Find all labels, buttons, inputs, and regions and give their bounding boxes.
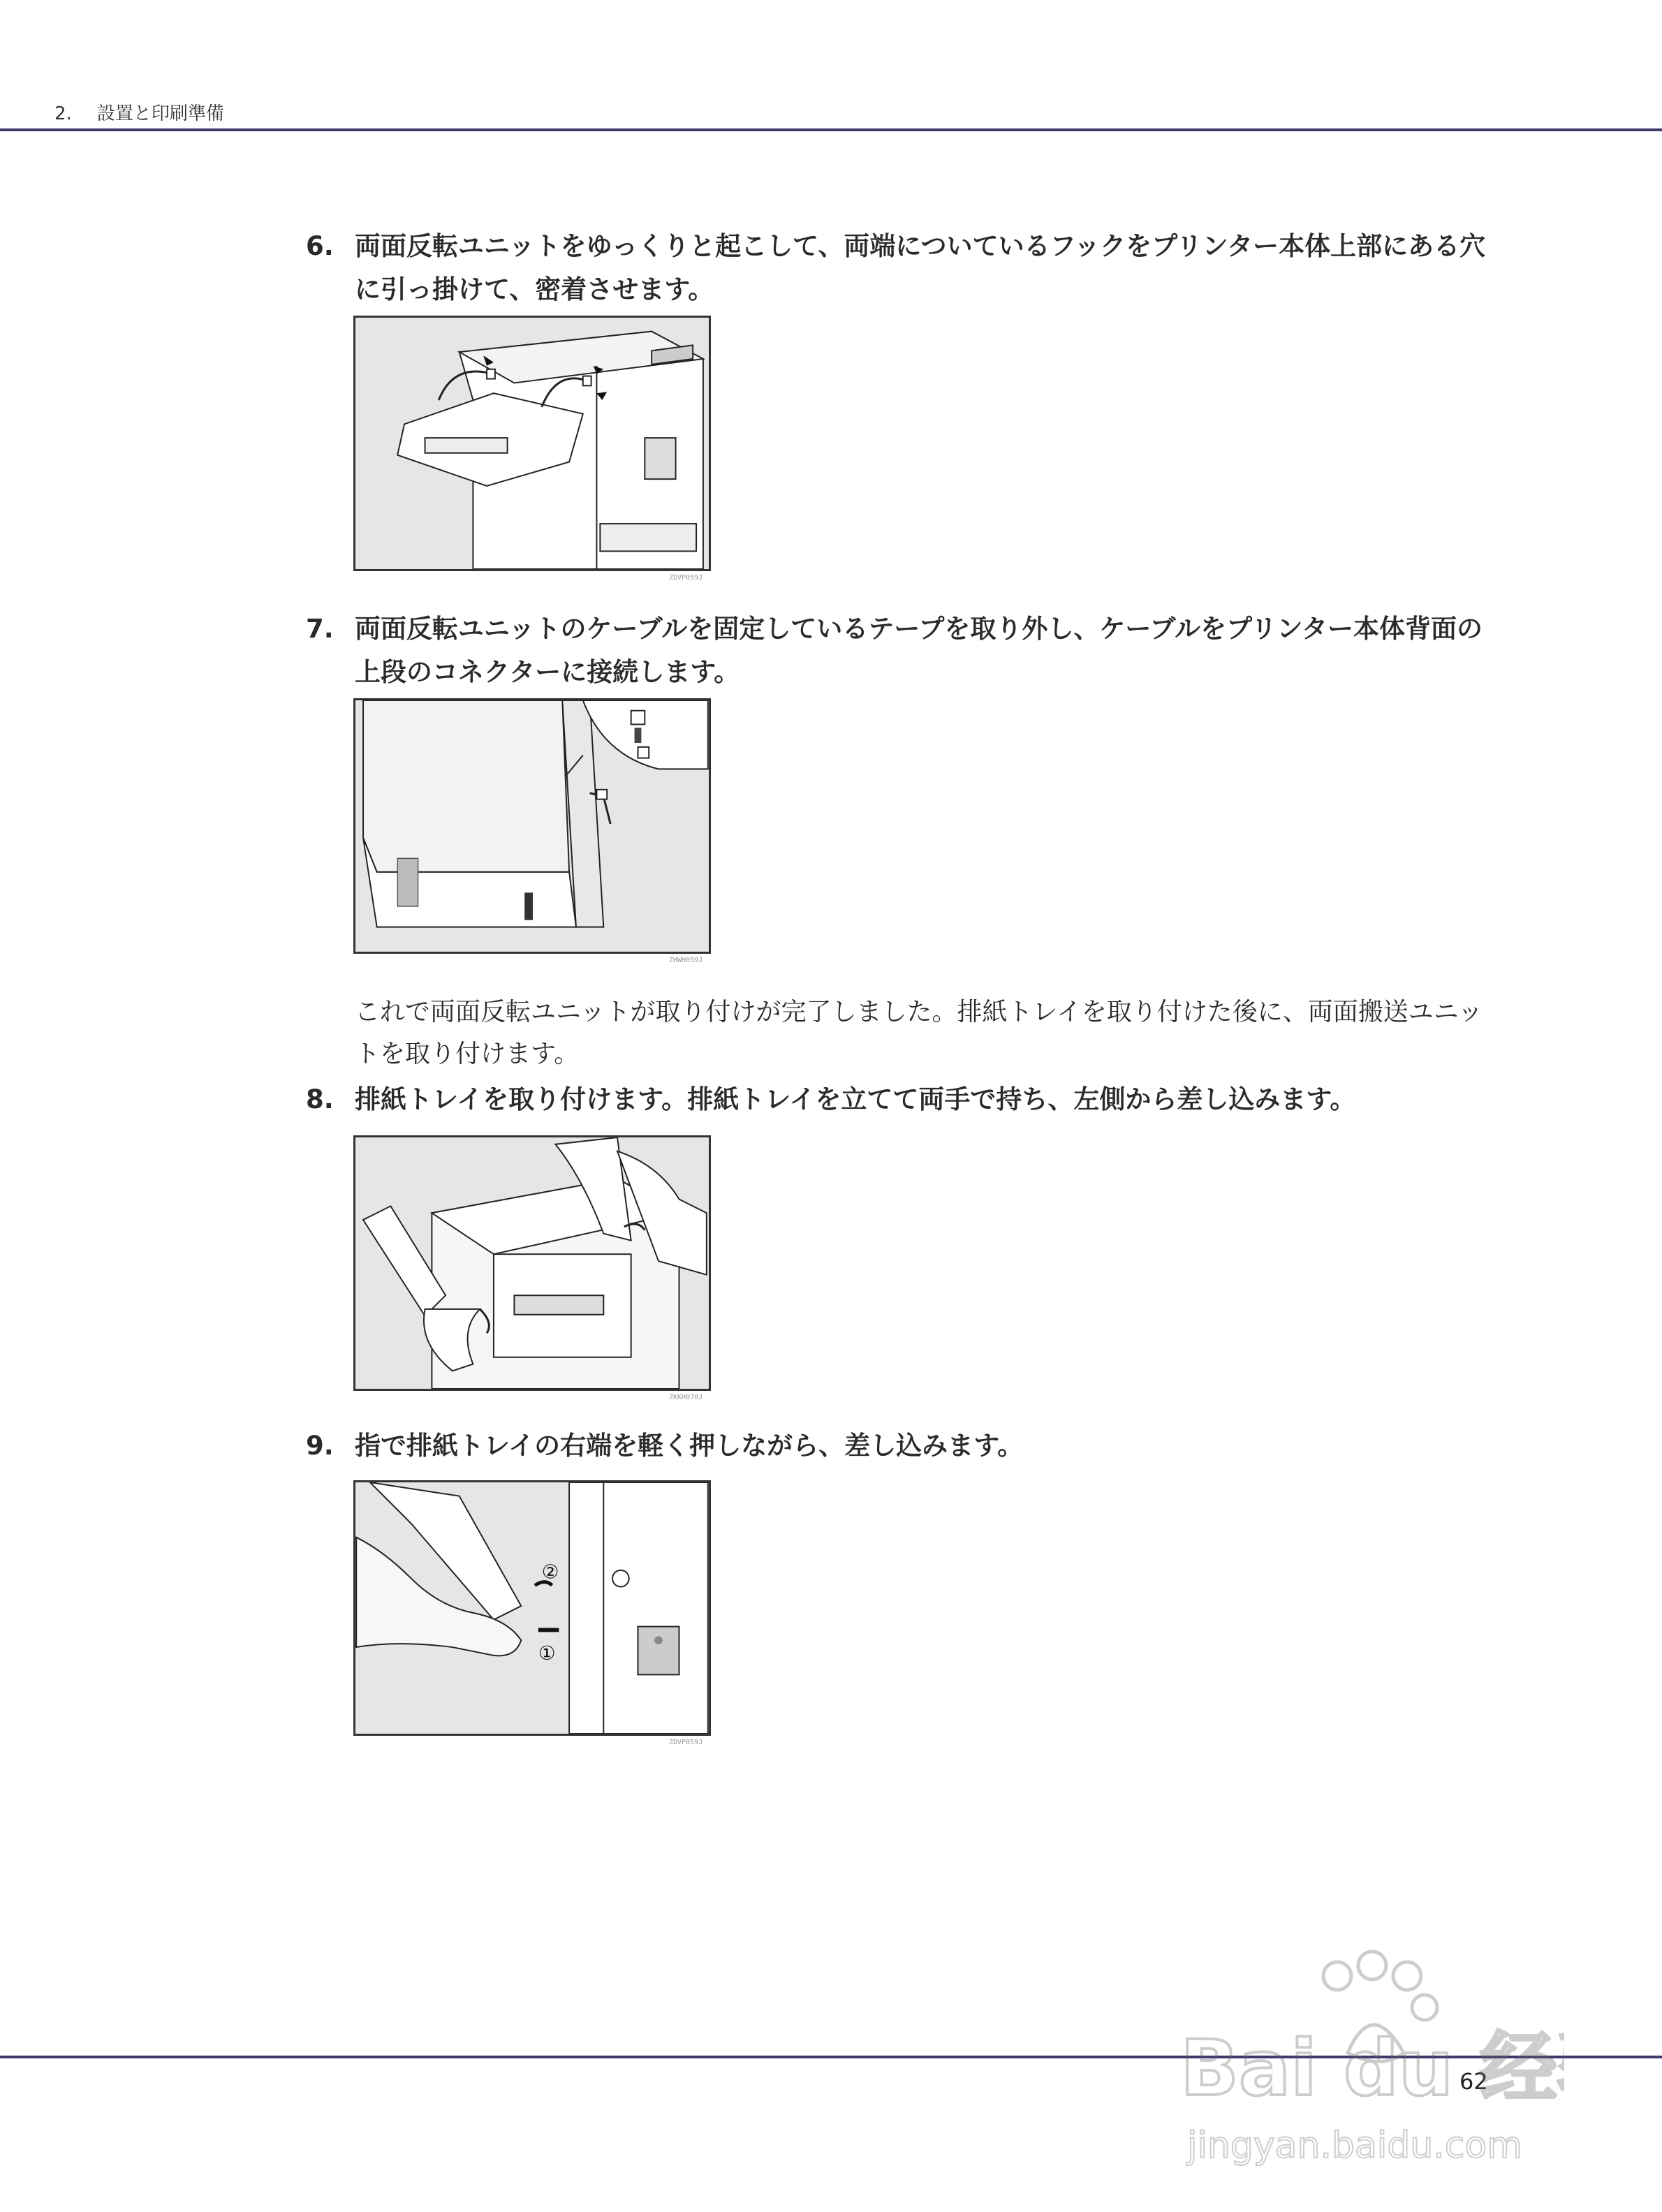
running-header — [54, 99, 224, 125]
figure-code: ZDVP059J — [669, 1739, 703, 1746]
baidu-paw-logo — [1173, 1948, 1564, 2178]
step-text: 両面反転ユニットのケーブルを固定しているテープを取り外し、ケーブルをプリンター本体背面の上段のコネクターに接続します。 — [355, 614, 1483, 687]
step-8 — [306, 1078, 1493, 1121]
step-number: 8. — [306, 1084, 334, 1114]
page-number: 62 — [1459, 2068, 1488, 2095]
step-text: 排紙トレイを取り付けます。排紙トレイを立てて両手で持ち、左側から差し込みます。 — [355, 1084, 1356, 1114]
step-number: 7. — [306, 614, 334, 644]
watermark-url: jingyan.baidu.com — [1187, 2125, 1522, 2167]
step-6 — [306, 225, 1493, 311]
figure-output-tray-insert — [353, 1135, 711, 1391]
watermark-brand: Bai du 经 — [1180, 2023, 1557, 2113]
printer-illustration-2 — [355, 700, 709, 952]
step-text: 両面反転ユニットをゆっくりと起こして、両端についているフックをプリンター本体上部にある穴に引っ掛けて、密着させます。 — [355, 231, 1486, 304]
completion-note: これで両面反転ユニットが取り付けが完了しました。排紙トレイを取り付けた後に、両面搬送ユニットを取り付けます。 — [355, 998, 1483, 1068]
printer-illustration-3 — [355, 1137, 709, 1389]
step-number: 6. — [306, 231, 334, 261]
figure-code: ZDVP059J — [669, 574, 703, 582]
marker-2: ② — [541, 1561, 559, 1584]
step-text: 指で排紙トレイの右端を軽く押しながら、差し込みます。 — [355, 1431, 1024, 1461]
figure-code: ZKKH070J — [669, 1394, 703, 1401]
figure-cable-connector — [353, 698, 711, 954]
printer-illustration-4 — [355, 1482, 709, 1734]
figure-press-right-edge — [353, 1480, 711, 1736]
figure-code: ZHWH059J — [669, 957, 703, 964]
figure-duplex-unit-hook — [353, 316, 711, 571]
chapter-title: 設置と印刷準備 — [96, 103, 224, 124]
step-7 — [306, 607, 1493, 694]
baidu-watermark — [1173, 1948, 1564, 2178]
step-number: 9. — [306, 1431, 334, 1461]
marker-1: ① — [538, 1642, 556, 1665]
header-rule — [0, 128, 1662, 131]
printer-illustration-1 — [355, 318, 709, 569]
chapter-number: 2. — [54, 103, 72, 124]
step-9 — [306, 1424, 1493, 1468]
